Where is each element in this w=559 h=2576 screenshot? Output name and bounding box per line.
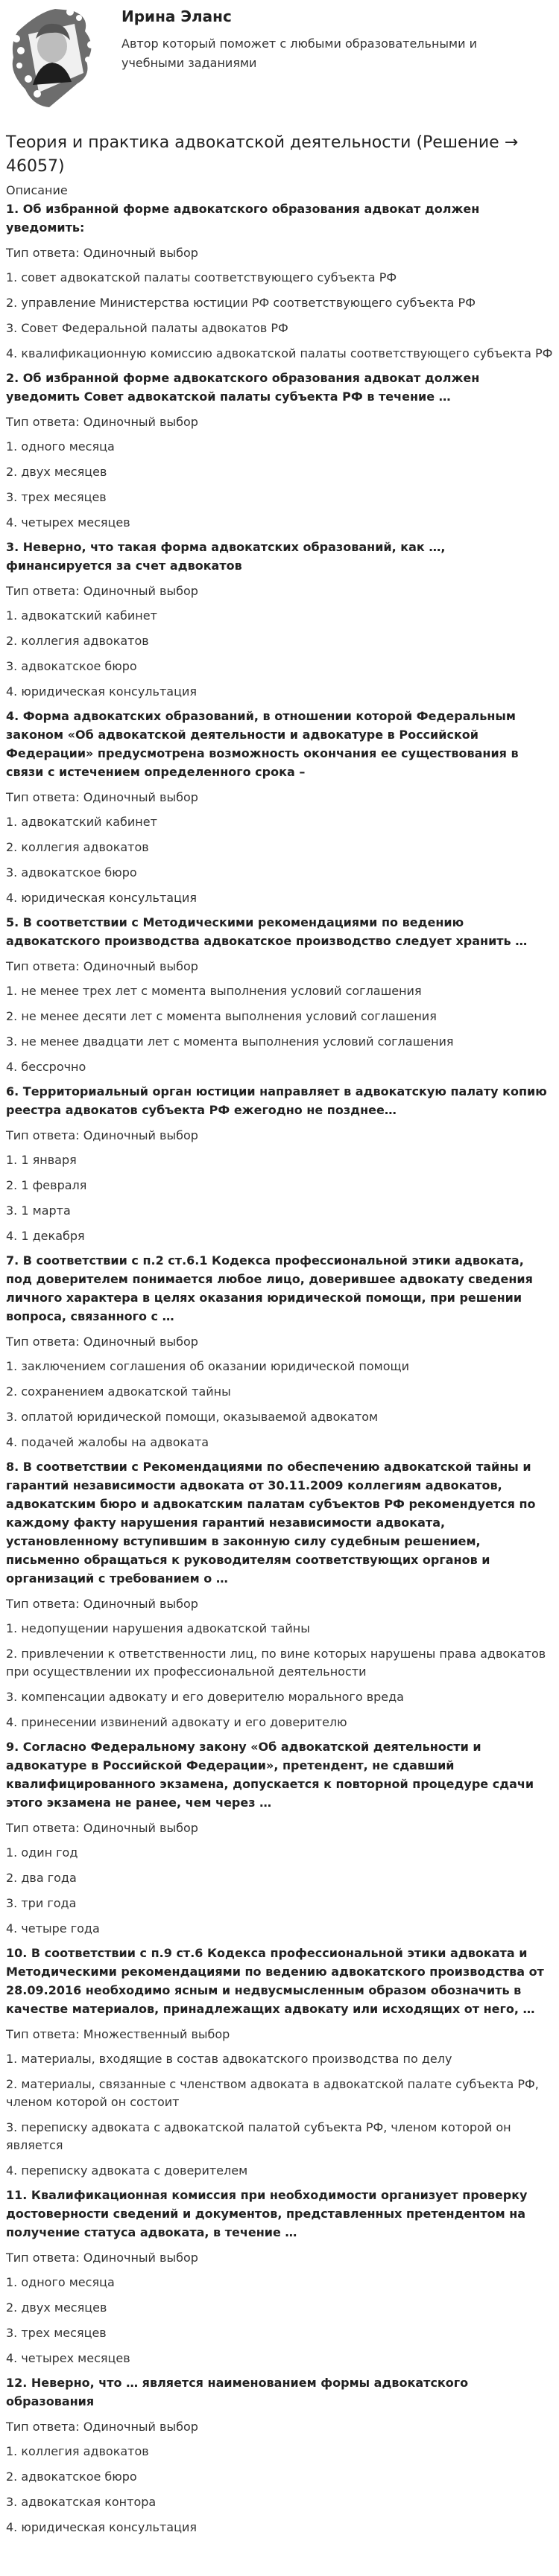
question-item xyxy=(6,1944,553,2180)
question-item xyxy=(6,1737,553,1938)
answer-option: 4. четырех месяцев xyxy=(6,515,130,529)
question-item xyxy=(6,707,553,907)
answer-option: 1. не менее трех лет с момента выполнения условий соглашения xyxy=(6,984,422,998)
question-text: 3. Неверно, что такая форма адвокатских образований, как …, финансируется за счет адвокатов xyxy=(6,540,446,573)
question-item xyxy=(6,1457,553,1731)
question-item xyxy=(6,538,553,701)
answer-option: 3. Совет Федеральной палаты адвокатов РФ xyxy=(6,321,288,335)
answer-option: 3. оплатой юридической помощи, оказываемой адвокатом xyxy=(6,1410,379,1424)
question-item xyxy=(6,1251,553,1451)
answer-option: 3. адвокатское бюро xyxy=(6,659,137,673)
answer-option: 2. два года xyxy=(6,1871,77,1885)
answer-option: 1. заключением соглашения об оказании юридической помощи xyxy=(6,1359,410,1373)
answer-type: Тип ответа: Одиночный выбор xyxy=(6,790,198,804)
answer-option: 4. четырех месяцев xyxy=(6,2351,130,2365)
question-item xyxy=(6,1082,553,1245)
question-item xyxy=(6,2373,553,2537)
answer-option: 4. 1 декабря xyxy=(6,1229,85,1243)
answer-option: 4. подачей жалобы на адвоката xyxy=(6,1435,209,1449)
question-text: 4. Форма адвокатских образований, в отношении которой Федеральным законом «Об адвокатской деятельности и адвокатуре в Российской Федерации» предусмотрена возможность окончания ее существования в связи с истечением определенного срока – xyxy=(6,709,519,779)
answer-option: 2. двух месяцев xyxy=(6,465,107,479)
answer-type: Тип ответа: Множественный выбор xyxy=(6,2027,230,2041)
answer-option: 3. переписку адвоката с адвокатской палатой субъекта РФ, членом которой он является xyxy=(6,2120,511,2152)
question-text: 8. В соответствии с Рекомендациями по обеспечению адвокатской тайны и гарантий независимости адвоката от 30.11.2009 коллегиям адвокатов, адвокатским бюро и адвокатским палатам субъектов РФ рекомендуется по каждому факту нарушения гарантий независимости адвоката, установленному вступившим в законную силу судебным решением, письменно обращаться к руководителям соответствующих органов и организаций с требованием о … xyxy=(6,1460,536,1586)
answer-option: 2. не менее десяти лет с момента выполнения условий соглашения xyxy=(6,1009,437,1023)
question-list xyxy=(0,200,559,2537)
page-title: Теория и практика адвокатской деятельности (Решение → 46057) xyxy=(6,133,519,176)
answer-option: 1. недопущении нарушения адвокатской тайны xyxy=(6,1621,310,1635)
answer-type: Тип ответа: Одиночный выбор xyxy=(6,959,198,973)
answer-type: Тип ответа: Одиночный выбор xyxy=(6,1821,198,1835)
answer-type: Тип ответа: Одиночный выбор xyxy=(6,1597,198,1611)
answer-type: Тип ответа: Одиночный выбор xyxy=(6,1335,198,1349)
answer-option: 2. коллегия адвокатов xyxy=(6,634,149,648)
question-text: 7. В соответствии с п.2 ст.6.1 Кодекса профессиональной этики адвоката, под доверителем понимается любое лицо, доверившее адвокату сведения личного характера в целях оказания юридической помощи, при решении вопроса, связанного с … xyxy=(6,1253,533,1323)
answer-option: 3. компенсации адвокату и его доверителю морального вреда xyxy=(6,1690,404,1704)
answer-option: 2. привлечении к ответственности лиц, по вине которых нарушены права адвокатов при осуществлении их профессиональной деятельности xyxy=(6,1647,546,1679)
author-avatar-icon xyxy=(3,1,101,115)
answer-option: 2. коллегия адвокатов xyxy=(6,840,149,854)
question-text: 12. Неверно, что … является наименованием формы адвокатского образования xyxy=(6,2376,469,2408)
answer-type: Тип ответа: Одиночный выбор xyxy=(6,1128,198,1142)
answer-option: 4. четыре года xyxy=(6,1921,100,1936)
answer-option: 4. юридическая консультация xyxy=(6,891,197,905)
question-text: 2. Об избранной форме адвокатского образования адвокат должен уведомить Совет адвокатской палаты субъекта РФ в течение … xyxy=(6,371,480,404)
answer-option: 1. одного месяца xyxy=(6,2275,115,2289)
question-text: 1. Об избранной форме адвокатского образования адвокат должен уведомить: xyxy=(6,202,480,235)
answer-option: 4. принесении извинений адвокату и его доверителю xyxy=(6,1715,347,1729)
answer-option: 4. юридическая консультация xyxy=(6,684,197,699)
answer-option: 4. юридическая консультация xyxy=(6,2520,197,2534)
answer-option: 1. один год xyxy=(6,1845,78,1860)
answer-option: 2. сохранением адвокатской тайны xyxy=(6,1384,231,1399)
question-text: 10. В соответствии с п.9 ст.6 Кодекса профессиональной этики адвоката и Методическими рекомендациями по ведению адвокатского производства от 28.09.2016 необходимо ясным и недвусмысленным образом обозначить в качестве материалов, принадлежащих адвокату или исходящих от него, … xyxy=(6,1946,544,2016)
answer-type: Тип ответа: Одиночный выбор xyxy=(6,2251,198,2265)
answer-option: 1. адвокатский кабинет xyxy=(6,608,157,623)
author-header xyxy=(0,0,559,118)
question-text: 9. Согласно Федеральному закону «Об адвокатской деятельности и адвокатуре в Российской Федерации», претендент, не сдавший квалифицированного экзамена, допускается к повторной процедуре сдачи этого экзамена не ранее, чем через … xyxy=(6,1740,534,1810)
answer-type: Тип ответа: Одиночный выбор xyxy=(6,2420,198,2434)
answer-option: 1. совет адвокатской палаты соответствующего субъекта РФ xyxy=(6,270,397,284)
answer-option: 1. коллегия адвокатов xyxy=(6,2444,149,2458)
answer-option: 3. три года xyxy=(6,1896,77,1910)
answer-option: 1. адвокатский кабинет xyxy=(6,815,157,829)
author-name[interactable]: Ирина Эланс xyxy=(121,7,232,25)
answer-option: 3. адвокатское бюро xyxy=(6,865,137,880)
answer-option: 4. переписку адвоката с доверителем xyxy=(6,2163,248,2178)
answer-option: 2. управление Министерства юстиции РФ соответствующего субъекта РФ xyxy=(6,296,476,310)
answer-option: 1. 1 января xyxy=(6,1153,77,1167)
question-item xyxy=(6,2186,553,2367)
question-item xyxy=(6,913,553,1076)
answer-option: 4. квалификационную комиссию адвокатской палаты соответствующего субъекта РФ xyxy=(6,346,553,360)
answer-option: 1. одного месяца xyxy=(6,439,115,454)
answer-option: 3. трех месяцев xyxy=(6,490,107,504)
answer-option: 2. материалы, связанные с членством адвоката в адвокатской палате субъекта РФ, членом которой он состоит xyxy=(6,2077,539,2109)
answer-option: 4. бессрочно xyxy=(6,1060,86,1074)
question-text: 5. В соответствии с Методическими рекомендациями по ведению адвокатского производства адвокатское производство следует хранить … xyxy=(6,915,528,948)
question-item xyxy=(6,200,553,363)
answer-type: Тип ответа: Одиночный выбор xyxy=(6,584,198,598)
answer-type: Тип ответа: Одиночный выбор xyxy=(6,246,198,260)
question-text: 11. Квалификационная комиссия при необходимости организует проверку достоверности сведений и документов, представленных претендентом на получение статуса адвоката, в течение … xyxy=(6,2188,528,2239)
answer-option: 3. трех месяцев xyxy=(6,2326,107,2340)
section-label-description: Описание xyxy=(6,183,68,197)
answer-type: Тип ответа: Одиночный выбор xyxy=(6,415,198,429)
author-description: Автор который поможет с любыми образовательными и учебными заданиями xyxy=(121,36,477,70)
answer-option: 3. 1 марта xyxy=(6,1203,71,1218)
answer-option: 2. 1 февраля xyxy=(6,1178,87,1192)
answer-option: 2. адвокатское бюро xyxy=(6,2470,137,2484)
question-text: 6. Территориальный орган юстиции направляет в адвокатскую палату копию реестра адвокатов субъекта РФ ежегодно не позднее… xyxy=(6,1084,547,1117)
answer-option: 3. не менее двадцати лет с момента выполнения условий соглашения xyxy=(6,1034,454,1049)
answer-option: 2. двух месяцев xyxy=(6,2300,107,2315)
question-item xyxy=(6,369,553,532)
answer-option: 3. адвокатская контора xyxy=(6,2495,157,2509)
answer-option: 1. материалы, входящие в состав адвокатского производства по делу xyxy=(6,2052,452,2066)
